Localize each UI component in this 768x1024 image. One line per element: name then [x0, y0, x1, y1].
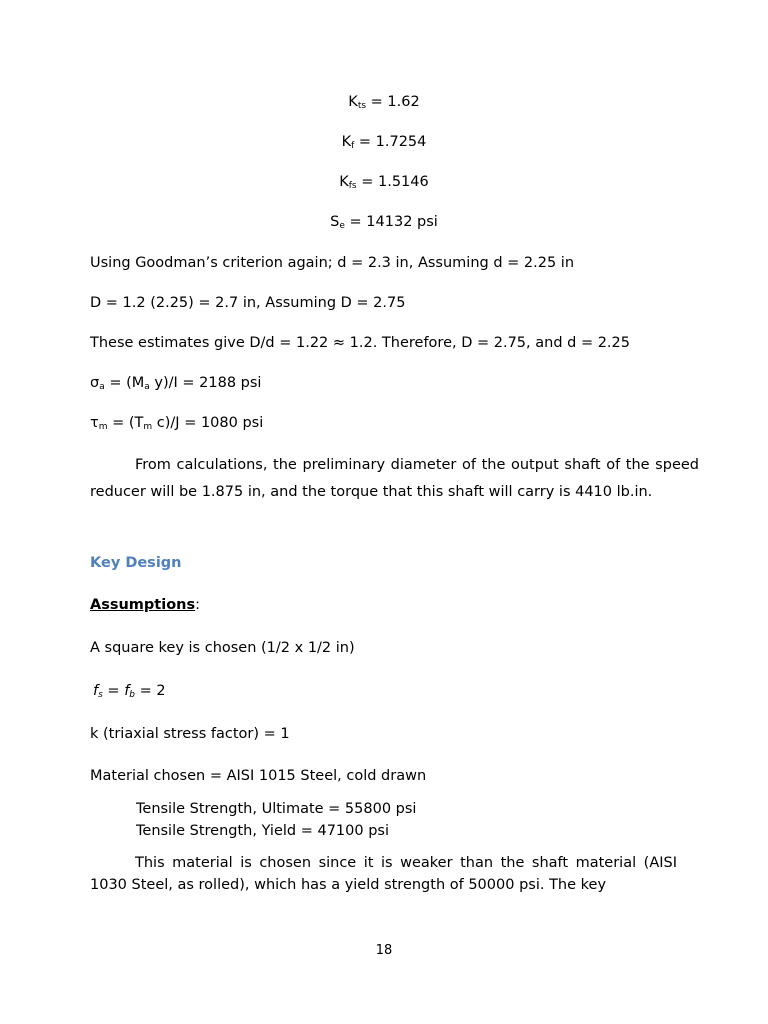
- triaxial-line: k (triaxial stress factor) = 1: [90, 726, 290, 742]
- equation-kf: $K_f = 1.7254$: [341, 134, 427, 151]
- fs-fb-line: $f_s = f_b = 2$: [93, 683, 166, 700]
- diameter-D-line: D = 1.2 (2.25) = 2.7 in, Assuming D = 2.75: [90, 295, 406, 311]
- sigma-line: $\sigma_a = (M_a$ y)/I = 2188 psi: [90, 375, 262, 392]
- tau-line: $\tau_m = (T_m$ c)/J = 1080 psi: [90, 415, 264, 432]
- material-paragraph: This material is chosen since it is weaker than the shaft material (AISI 1030 Steel, as rolled), which has a yield strength of 50000 psi. The key: [90, 855, 677, 893]
- material-line: Material chosen = AISI 1015 Steel, cold drawn: [90, 768, 427, 784]
- equation-kfs: $K_{fs} = 1.5146$: [339, 174, 429, 191]
- square-key-line: A square key is chosen (1/2 x 1/2 in): [90, 640, 355, 656]
- page-number: 18: [375, 943, 393, 958]
- calculation-paragraph: From calculations, the preliminary diameter of the output shaft of the speed reducer will be 1.875 in, and the torque that this shaft will carry is 4410 lb.in.: [90, 457, 699, 500]
- equation-se: $S_e = 14132$ psi: [330, 214, 438, 231]
- tensile-ultimate-line: Tensile Strength, Ultimate = 55800 psi: [136, 801, 417, 817]
- key-design-heading: Key Design: [90, 555, 182, 571]
- tensile-yield-line: Tensile Strength, Yield = 47100 psi: [136, 823, 389, 839]
- goodman-line: Using Goodman’s criterion again; d = 2.3 in, Assuming d = 2.25 in: [90, 255, 575, 271]
- assumptions-label: Assumptions:: [90, 597, 201, 613]
- equation-kts: $K_{ts} = 1.62$: [348, 94, 420, 111]
- estimates-line: These estimates give D/d = 1.22 ≈ 1.2. Therefore, D = 2.75, and d = 2.25: [90, 335, 630, 351]
